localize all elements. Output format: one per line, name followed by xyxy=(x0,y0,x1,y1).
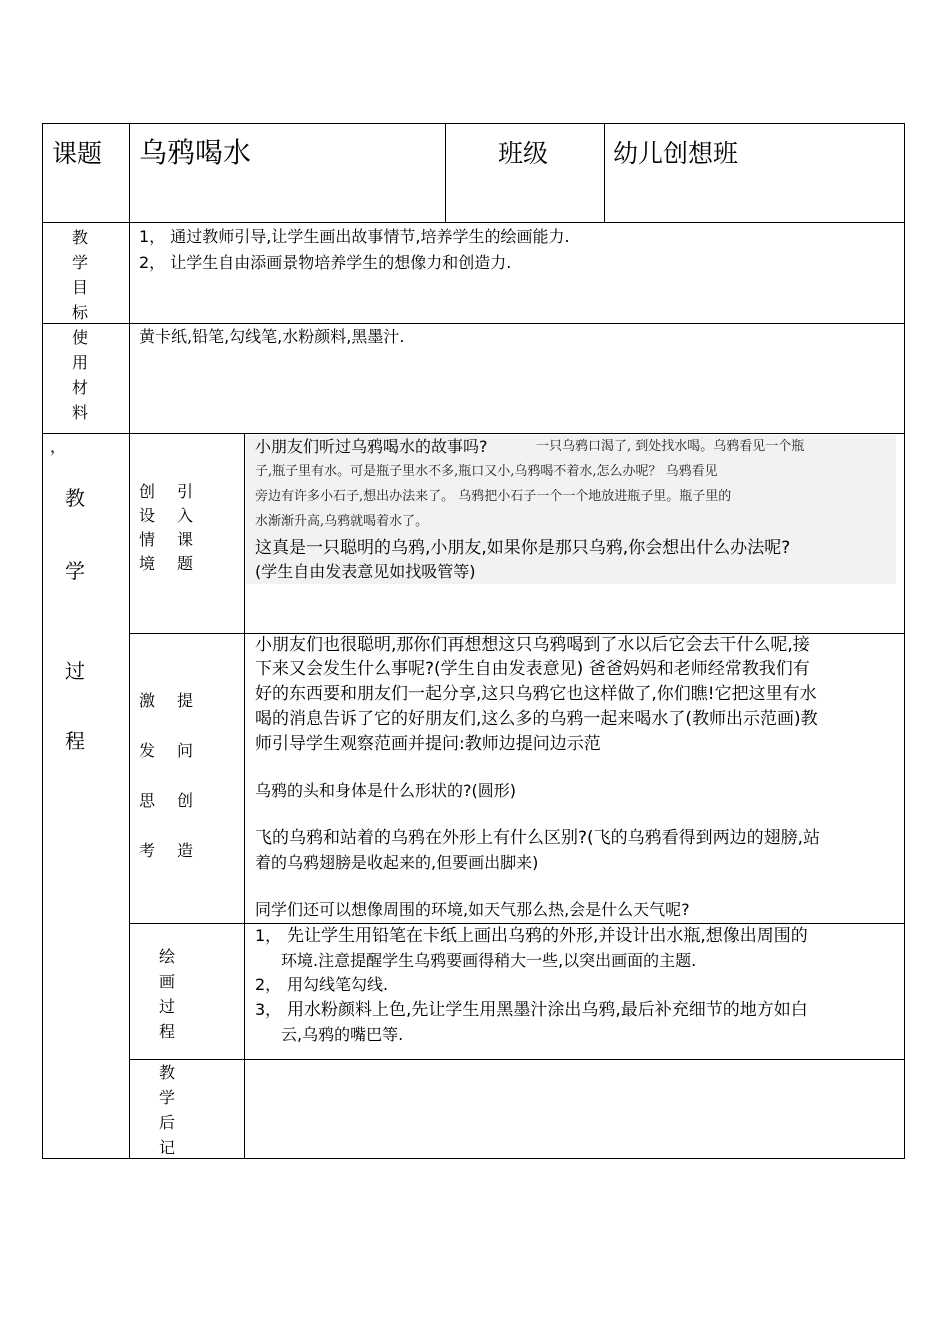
materials-label-char: 用 xyxy=(71,353,88,372)
intro-label-char: 设 xyxy=(139,506,156,525)
materials-label-char: 材 xyxy=(71,378,88,397)
afterword-label-char: 后 xyxy=(158,1113,175,1132)
topic-label: 课题 xyxy=(52,139,103,168)
intro-label-char: 创 xyxy=(139,482,156,501)
process-label xyxy=(60,478,90,756)
inspire-question-2: 着的乌鸦翅膀是收起来的,但要画出脚来) xyxy=(255,853,539,872)
goals-label xyxy=(65,225,95,325)
story-line: 旁边有许多小石子,想出办法来了。 乌鸦把小石子一个一个地放进瓶子里。瓶子里的 xyxy=(255,489,732,504)
drawing-step-number: 1， xyxy=(255,926,282,945)
drawing-step-line: 用勾线笔勾线. xyxy=(287,975,389,994)
inspire-label-char: 创 xyxy=(177,791,194,810)
afterword-label-char: 教 xyxy=(158,1063,175,1082)
topic-value: 乌鸦喝水 xyxy=(139,136,252,169)
column-divider-label xyxy=(129,123,130,1159)
inspire-question-3: 同学们还可以想像周围的环境,如天气那么热,会是什么天气呢? xyxy=(255,900,690,919)
drawing-label-char: 绘 xyxy=(158,947,175,966)
table-border-left xyxy=(42,123,43,1159)
table-border-right xyxy=(904,123,905,1159)
inspire-para-line: 下来又会发生什么事呢?(学生自由发表意见) 爸爸妈妈和老师经常教我们有 xyxy=(255,659,810,679)
goals-label-char: 学 xyxy=(71,253,88,272)
afterword-content[interactable] xyxy=(246,1061,902,1156)
inspire-para-line: 师引导学生观察范画并提问:教师边提问边示范 xyxy=(255,734,601,754)
intro-closing-line: (学生自由发表意见如找吸管等) xyxy=(255,562,476,581)
afterword-label-char: 学 xyxy=(158,1088,175,1107)
drawing-step-number: 2， xyxy=(255,975,282,994)
row-divider-drawing xyxy=(129,1059,905,1060)
intro-label-char: 情 xyxy=(139,530,156,549)
drawing-step-line: 云,乌鸦的嘴巴等. xyxy=(281,1025,404,1044)
inspire-label-char: 造 xyxy=(177,841,194,860)
process-comma: ， xyxy=(50,437,67,456)
goals-label-char: 标 xyxy=(71,303,88,322)
intro-label-char: 入 xyxy=(177,506,194,525)
materials-text: 黄卡纸,铅笔,勾线笔,水粉颜料,黑墨汁. xyxy=(139,327,405,346)
process-label-char: 学 xyxy=(65,559,85,583)
afterword-label xyxy=(152,1060,182,1160)
inspire-question-1: 乌鸦的头和身体是什么形状的?(圆形) xyxy=(255,781,516,800)
inspire-label-char: 发 xyxy=(139,741,156,760)
inspire-label-char: 考 xyxy=(139,841,156,860)
column-divider-topic xyxy=(445,123,446,223)
row-divider-header xyxy=(42,222,905,223)
afterword-label-char: 记 xyxy=(158,1138,175,1157)
materials-label-char: 料 xyxy=(71,403,88,422)
class-label: 班级 xyxy=(498,139,549,168)
goal-item: 2， 让学生自由添画景物培养学生的想像力和创造力. xyxy=(139,253,512,272)
column-divider-sublabel xyxy=(244,433,245,1159)
inspire-label-char: 激 xyxy=(139,691,156,710)
column-divider-class xyxy=(604,123,605,223)
inspire-para-line: 好的东西要和朋友们一起分享,这只乌鸦它也这样做了,你们瞧!它把这里有水 xyxy=(255,684,817,704)
intro-question: 小朋友们听过乌鸦喝水的故事吗? xyxy=(255,437,488,456)
row-divider-goals xyxy=(42,323,905,324)
inspire-label xyxy=(139,676,193,876)
intro-closing-line: 这真是一只聪明的乌鸦,小朋友,如果你是那只乌鸦,你会想出什么办法呢? xyxy=(255,538,791,558)
inspire-question-2: 飞的乌鸦和站着的乌鸦在外形上有什么区别?(飞的乌鸦看得到两边的翅膀,站 xyxy=(255,828,821,848)
process-label-char: 过 xyxy=(65,659,85,683)
inspire-para-line: 喝的消息告诉了它的好朋友们,这么多的乌鸦一起来喝水了(教师出示范画)教 xyxy=(255,709,818,729)
drawing-label-char: 画 xyxy=(158,972,175,991)
process-label-char: 程 xyxy=(65,729,85,753)
drawing-step-line: 用水粉颜料上色,先让学生用黑墨汁涂出乌鸦,最后补充细节的地方如白 xyxy=(287,1000,808,1020)
table-border-top xyxy=(42,123,905,124)
inspire-label-char: 提 xyxy=(177,691,194,710)
intro-label-char: 境 xyxy=(139,554,156,573)
goals-label-char: 教 xyxy=(71,228,88,247)
goals-label-char: 目 xyxy=(71,278,88,297)
story-line: 子,瓶子里有水。可是瓶子里水不多,瓶口又小,乌鸦喝不着水,怎么办呢？ 乌鸦看见 xyxy=(255,464,718,479)
materials-label-char: 使 xyxy=(71,328,88,347)
inspire-para-line: 小朋友们也很聪明,那你们再想想这只乌鸦喝到了水以后它会去干什么呢,接 xyxy=(255,635,810,655)
story-line: 一只乌鸦口渴了, 到处找水喝。乌鸦看见一个瓶 xyxy=(536,439,805,454)
inspire-label-char: 思 xyxy=(139,791,156,810)
process-label-char: 教 xyxy=(65,486,85,510)
drawing-label-char: 程 xyxy=(158,1022,175,1041)
materials-label xyxy=(65,325,95,425)
intro-label xyxy=(139,480,193,576)
intro-label-char: 题 xyxy=(177,554,194,573)
intro-label-char: 引 xyxy=(177,482,194,501)
class-value: 幼儿创想班 xyxy=(613,139,739,168)
drawing-step-line: 先让学生用铅笔在卡纸上画出乌鸦的外形,并设计出水瓶,想像出周围的 xyxy=(287,926,808,946)
drawing-step-line: 环境.注意提醒学生乌鸦要画得稍大一些,以突出画面的主题. xyxy=(281,951,697,970)
drawing-label xyxy=(152,944,182,1044)
drawing-label-char: 过 xyxy=(158,997,175,1016)
inspire-label-char: 问 xyxy=(177,741,194,760)
goal-item: 1， 通过教师引导,让学生画出故事情节,培养学生的绘画能力. xyxy=(139,227,570,246)
story-line: 水渐渐升高,乌鸦就喝着水了。 xyxy=(255,514,429,529)
drawing-step-number: 3， xyxy=(255,1000,282,1019)
intro-label-char: 课 xyxy=(177,530,194,549)
